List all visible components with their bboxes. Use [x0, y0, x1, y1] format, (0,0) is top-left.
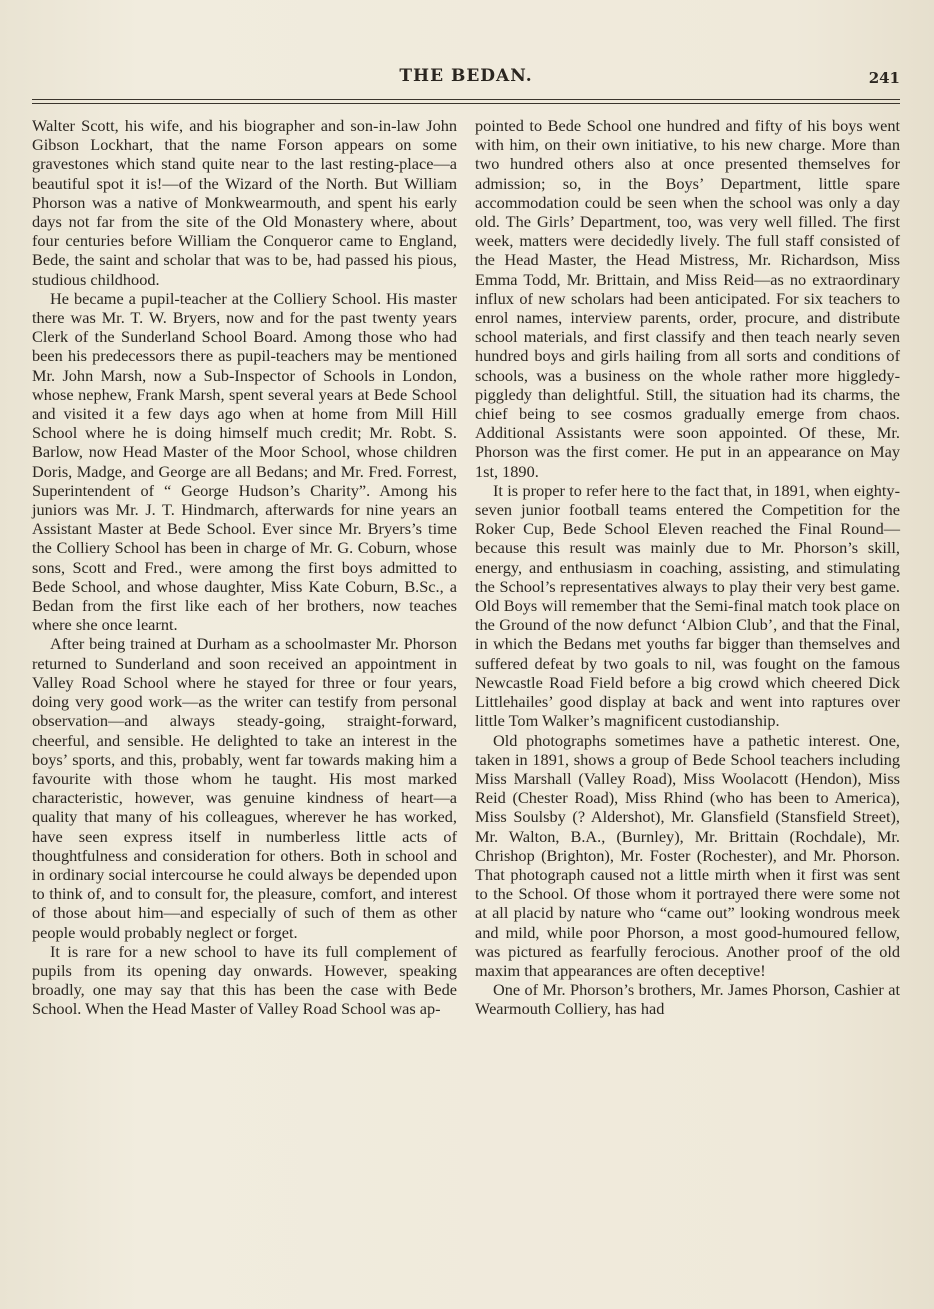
left-column: [32, 116, 457, 1019]
paragraph: One of Mr. Phorson’s brothers, Mr. James Phorson, Cashier at Wearmouth Colliery, has had: [475, 980, 900, 1019]
paragraph: It is rare for a new school to have its full complement of pupils from its opening day onwards. However, speaking broadly, one may say that this has been the case with Bede School. When the Head Master of Valley Road School was ap-: [32, 941, 457, 1019]
paragraph: It is proper to refer here to the fact that, in 1891, when eighty-seven junior football teams entered the Competition for the Roker Cup, Bede School Eleven reached the Final Round—because this result was mainly due to Mr. Phorson’s skill, energy, and enthusiasm in coaching, assisting, and stimulating the School’s representatives always to play their very best game. Old Boys will remember that the Semi-final match took place on the Ground of the now defunct ‘Albion Club’, and that the Final, in which the Bedans met youths far bigger than themselves and suffered defeat by two goals to nil, was fought on the famous Newcastle Road Field before a big crowd which cheered Dick Littlehailes’ good display at back and went into raptures over little Tom Walker’s magnificent custodianship.: [475, 480, 900, 731]
right-column: [475, 116, 900, 1019]
header-rule-lower: [32, 103, 900, 104]
header-rule: [32, 99, 900, 100]
running-header: [32, 66, 900, 94]
page-number: 241: [868, 69, 900, 87]
journal-title: THE BEDAN.: [399, 66, 533, 86]
paragraph: Walter Scott, his wife, and his biographer and son-in-law John Gibson Lockhart, that the name Forson appears on some gravestones which stand quite near to the last resting-place—a beautiful spot it is!—of the Wizard of the North. But William Phorson was a native of Monkwearmouth, and spent his early days not far from the site of the Old Monastery where, about four centuries before William the Conqueror came to England, Bede, the saint and scholar that was to be, had passed his pious, studious childhood.: [32, 116, 457, 289]
paragraph: Old photographs sometimes have a pathetic interest. One, taken in 1891, shows a group of Bede School teachers including Miss Marshall (Valley Road), Miss Woolacott (Hendon), Miss Reid (Chester Road), Miss Rhind (who has been to America), Miss Soulsby (? Aldershot), Mr. Glansfield (Stansfield Street), Mr. Walton, B.A., (Burnley), Mr. Brittain (Rochdale), Mr. Chrishop (Brighton), Mr. Foster (Rochester), and Mr. Phorson. That photograph caused not a little mirth when it first was sent to the School. Of those whom it portrayed there were some not at all placid by nature who “came out” looking wondrous meek and mild, while poor Phorson, a most good-humoured fellow, was pictured as fearfully ferocious. Another proof of the old maxim that appearances are often deceptive!: [475, 730, 900, 980]
paragraph: pointed to Bede School one hundred and fifty of his boys went with him, on their own initiative, to his new charge. More than two hundred others also at once presented themselves for admission; so, in the Boys’ Department, little spare accommodation could be seen when the school was only a day old. The Girls’ Department, too, was very well filled. The first week, matters were decidedly lively. The full staff consisted of the Head Master, the Head Mistress, Mr. Richardson, Miss Emma Todd, Mr. Brittain, and Miss Reid—as no extraordinary influx of new scholars had been anticipated. For six teachers to enrol names, interview parents, order, procure, and distribute school materials, and first classify and then teach nearly seven hundred boys and girls hailing from all sorts and conditions of schools, was a business on the whole rather more higgledy-piggledy than delightful. Still, the situation had its charms, the chief being to see cosmos gradually emerge from chaos. Additional Assistants were soon appointed. Of these, Mr. Phorson was the first comer. He put in an appearance on May 1st, 1890.: [475, 116, 900, 481]
paragraph: After being trained at Durham as a schoolmaster Mr. Phorson returned to Sunderland and soon received an appointment in Valley Road School where he stayed for three or four years, doing very good work—as the writer can testify from personal observation—and always steady-going, straight-forward, cheerful, and sensible. He delighted to take an interest in the boys’ sports, and this, probably, went far towards making him a favourite with those whom he taught. His most marked characteristic, however, was genuine kindness of heart—a quality that many of his colleagues, wherever he has worked, have seen express itself in numberless little acts of thoughtfulness and consideration for others. Both in school and in ordinary social intercourse he could always be depended upon to think of, and to consult for, the pleasure, comfort, and interest of those about him—and especially of such of them as other people would probably neglect or forget.: [32, 634, 457, 942]
paragraph: He became a pupil-teacher at the Colliery School. His master there was Mr. T. W. Bryers, now and for the past twenty years Clerk of the Sunderland School Board. Among those who had been his predecessors there as pupil-teachers may be mentioned Mr. John Marsh, now a Sub-Inspector of Schools in London, whose nephew, Frank Marsh, spent several years at Bede School and visited it a few days ago when at home from Mill Hill School where he is doing himself much credit; Mr. Robt. S. Barlow, now Head Master of the Moor School, whose children Doris, Madge, and George are all Bedans; and Mr. Fred. Forrest, Superintendent of “ George Hudson’s Charity”. Among his juniors was Mr. J. T. Hindmarch, afterwards for nine years an Assistant Master at Bede School. Ever since Mr. Bryers’s time the Colliery School has been in charge of Mr. G. Coburn, whose sons, Scott and Fred., were among the first boys admitted to Bede School, and whose daughter, Miss Kate Coburn, B.Sc., a Bedan from the first like each of her brothers, now teaches where she once learnt.: [32, 288, 457, 635]
